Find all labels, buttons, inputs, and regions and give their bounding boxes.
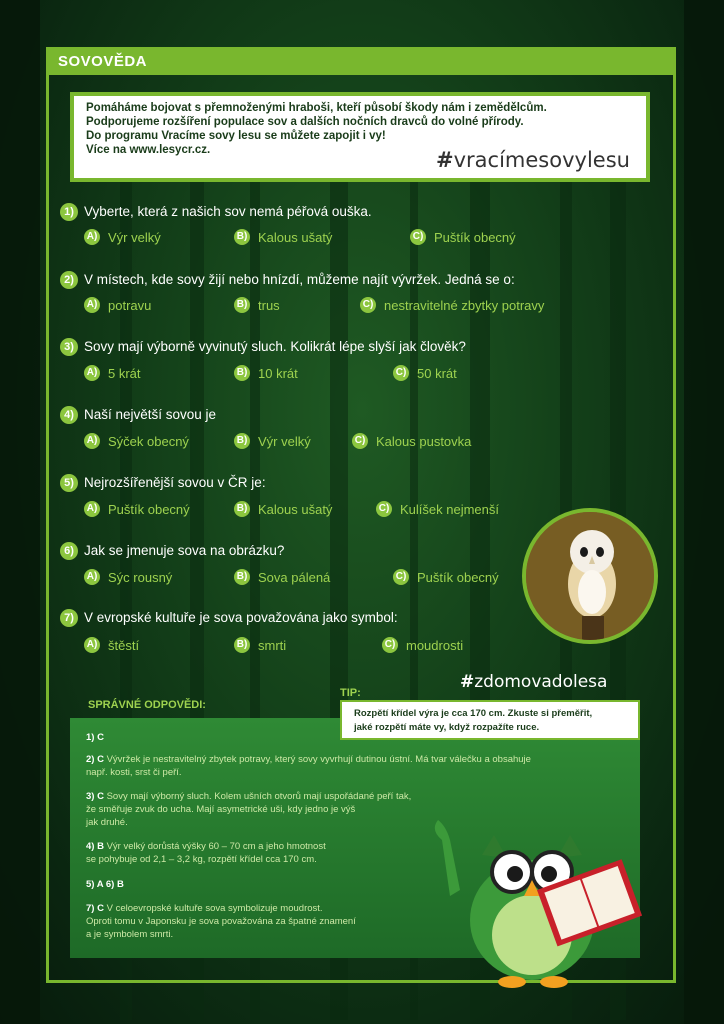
option-badge[interactable]: C)	[352, 433, 368, 449]
answer-text: se pohybuje od 2,1 – 3,2 kg, rozpětí křídel cca 170 cm.	[86, 854, 317, 865]
answer-key: 4) B	[86, 841, 104, 852]
tip-line: Rozpětí křídel výra je cca 170 cm. Zkuste si přeměřit,	[354, 708, 593, 719]
question-number: 3)	[60, 338, 78, 356]
intro-line: Do programu Vracíme sovy lesu se můžete zapojit i vy!	[86, 130, 386, 142]
option-text[interactable]: Puštík obecný	[108, 502, 190, 517]
option-badge[interactable]: B)	[234, 637, 250, 653]
answer-item	[86, 790, 411, 829]
option-badge[interactable]: C)	[360, 297, 376, 313]
question-text: V evropské kultuře je sova považována jako symbol:	[84, 610, 398, 625]
question-number: 5)	[60, 474, 78, 492]
answer-key: 7) C	[86, 903, 104, 914]
option-badge[interactable]: A)	[84, 433, 100, 449]
option-badge[interactable]: B)	[234, 569, 250, 585]
option-badge[interactable]: B)	[234, 433, 250, 449]
option-text[interactable]: Výr velký	[258, 434, 311, 449]
option-badge[interactable]: C)	[376, 501, 392, 517]
answer-key: 1) C	[86, 732, 104, 743]
answer-item	[86, 840, 326, 866]
page-title: SOVOVĚDA	[58, 53, 148, 70]
option-badge[interactable]: C)	[382, 637, 398, 653]
question-text: Nejrozšířenější sovou v ČR je:	[84, 475, 266, 490]
question-text: Naší největší sovou je	[84, 407, 217, 422]
question-text: Sovy mají výborně vyvinutý sluch. Kolikrát lépe slyší jak člověk?	[84, 339, 466, 354]
option-text[interactable]: Kalous pustovka	[376, 434, 472, 449]
intro-line: Podporujeme rozšíření populace sov a dalších nočních dravců do volné přírody.	[86, 116, 524, 128]
option-text[interactable]: moudrosti	[406, 638, 464, 653]
option-text[interactable]: trus	[258, 298, 280, 313]
option-badge[interactable]: C)	[393, 569, 409, 585]
question-text: Vyberte, která z našich sov nemá péřová ouška.	[84, 204, 372, 219]
answer-text: Vývržek je nestravitelný zbytek potravy, který sovy vyvrhují dutinou ústní. Má tvar válečku a obsahuje	[103, 754, 531, 765]
option-badge[interactable]: C)	[393, 365, 409, 381]
hashtag-zdomovadolesa	[460, 672, 607, 692]
option-text[interactable]: 10 krát	[258, 366, 298, 381]
option-badge[interactable]: A)	[84, 569, 100, 585]
hashtag-vracimesovylesu	[436, 148, 630, 172]
option-badge[interactable]: C)	[410, 229, 426, 245]
question-number: 4)	[60, 406, 78, 424]
option-text[interactable]: štěstí	[108, 638, 140, 653]
question-number: 2)	[60, 271, 78, 289]
question-text: Jak se jmenuje sova na obrázku?	[84, 543, 285, 558]
hashtag-symbol: #	[460, 672, 475, 692]
answer-key: 2) C	[86, 754, 104, 765]
option-text[interactable]: Sýc rousný	[108, 570, 173, 585]
tip-line: jaké rozpětí máte vy, když rozpažíte ruce.	[354, 722, 540, 733]
option-badge[interactable]: A)	[84, 297, 100, 313]
option-badge[interactable]: A)	[84, 501, 100, 517]
answer-item	[86, 878, 124, 891]
question-text: V místech, kde sovy žijí nebo hnízdí, můžeme najít vývržek. Jedná se o:	[84, 272, 515, 287]
option-text[interactable]: potravu	[108, 298, 152, 313]
owl-mascot-icon	[412, 800, 652, 990]
hashtag-text: vracímesovylesu	[453, 148, 630, 172]
option-badge[interactable]: B)	[234, 501, 250, 517]
answer-key: 5) A 6) B	[86, 879, 124, 890]
barn-owl-photo	[522, 508, 658, 644]
option-text[interactable]: Výr velký	[108, 230, 161, 245]
tip-box	[340, 700, 640, 740]
answer-text: např. kosti, srst či peří.	[86, 767, 182, 778]
answer-text: Výr velký dorůstá výšky 60 – 70 cm a jeho hmotnost	[103, 841, 326, 852]
option-text[interactable]: 50 krát	[417, 366, 457, 381]
option-text[interactable]: nestravitelné zbytky potravy	[384, 298, 545, 313]
option-text[interactable]: Kalous ušatý	[258, 230, 333, 245]
option-badge[interactable]: B)	[234, 297, 250, 313]
option-text[interactable]: Kulíšek nejmenší	[400, 502, 499, 517]
answer-item	[86, 753, 531, 779]
option-text[interactable]: Sova pálená	[258, 570, 331, 585]
question-number: 7)	[60, 609, 78, 627]
option-badge[interactable]: A)	[84, 637, 100, 653]
answer-item	[86, 731, 104, 744]
barn-owl-icon	[526, 512, 654, 640]
intro-line: Pomáháme bojovat s přemnoženými hraboši, kteří působí škody nám i zemědělcům.	[86, 102, 547, 114]
option-text[interactable]: smrti	[258, 638, 287, 653]
intro-box	[70, 92, 650, 182]
option-text[interactable]: Kalous ušatý	[258, 502, 333, 517]
answers-title: SPRÁVNÉ ODPOVĚDI:	[88, 699, 206, 711]
hashtag-symbol: #	[436, 148, 454, 172]
answer-text: V celoevropské kultuře sova symbolizuje moudrost.	[103, 903, 323, 914]
option-badge[interactable]: A)	[84, 365, 100, 381]
question-number: 1)	[60, 203, 78, 221]
answer-text: a je symbolem smrti.	[86, 929, 174, 940]
answer-text: že směřuje zvuk do ucha. Mají asymetrické uši, kdy jedno je výš	[86, 804, 356, 815]
answer-text: jak druhé.	[86, 817, 128, 828]
question-number: 6)	[60, 542, 78, 560]
hashtag-text: zdomovadolesa	[474, 672, 608, 692]
option-text[interactable]: Puštík obecný	[417, 570, 499, 585]
answer-key: 3) C	[86, 791, 104, 802]
option-text[interactable]: Sýček obecný	[108, 434, 189, 449]
tip-label: TIP:	[340, 687, 361, 699]
answer-text: Sovy mají výborný sluch. Kolem ušních otvorů mají uspořádané peří tak,	[103, 791, 412, 802]
answer-item	[86, 902, 356, 941]
option-text[interactable]: 5 krát	[108, 366, 141, 381]
option-text[interactable]: Puštík obecný	[434, 230, 516, 245]
option-badge[interactable]: B)	[234, 365, 250, 381]
intro-line: Více na www.lesycr.cz.	[86, 144, 211, 156]
option-badge[interactable]: B)	[234, 229, 250, 245]
answer-text: Oproti tomu v Japonsku je sova považována za špatné znamení	[86, 916, 356, 927]
option-badge[interactable]: A)	[84, 229, 100, 245]
